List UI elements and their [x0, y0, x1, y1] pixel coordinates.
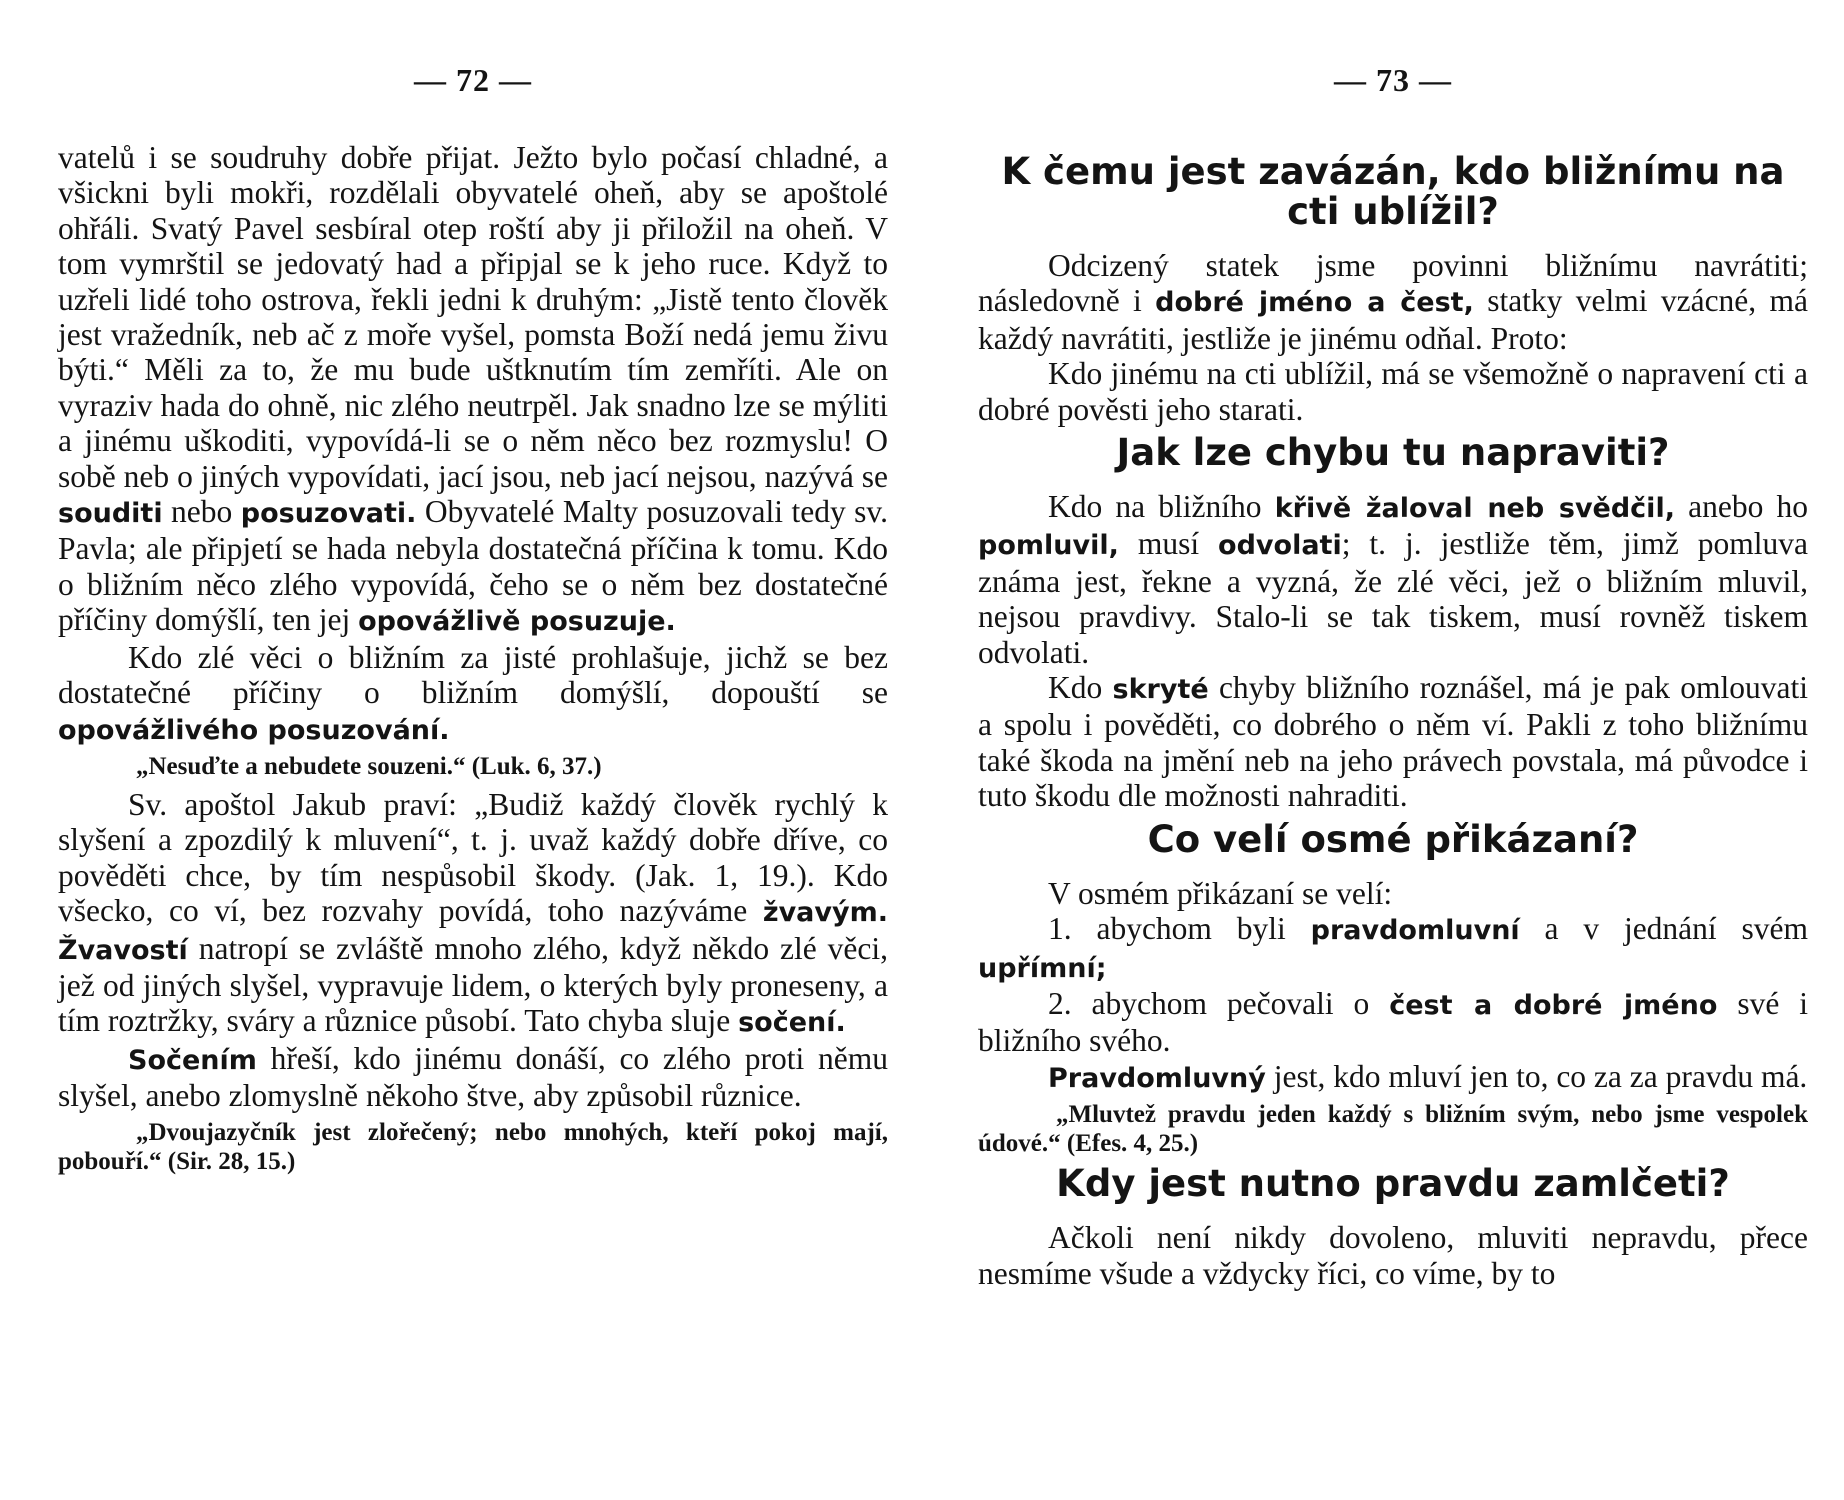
text-run: Ačkoli není nikdy dovoleno, mluviti nepravdu, přece nesmíme všude a vždycky říci, co víme, by to [978, 1220, 1808, 1291]
left-page-text [58, 140, 888, 1182]
emphasized-term: odvolati [1218, 530, 1342, 562]
text-run: ; t. j. jestliže těm, jimž pomluva známa jest, řekne a vyzná, že zlé věci, jež o bližním mluvil, nejsou pravdivy. Stalo-li se tak tiskem, musí rovněž tiskem odvolati. [978, 526, 1809, 670]
section-heading: Co velí osmé přikázaní? [1147, 817, 1639, 861]
emphasized-term: sočení. [738, 1007, 846, 1039]
text-run: Kdo zlé věci o bližním za jisté prohlašuje, jichž se bez dostatečné příčiny o bližním domýšlí, dopouští se [58, 639, 888, 711]
emphasized-term: Sočením [128, 1044, 257, 1076]
emphasized-term: pomluvil, [978, 530, 1119, 562]
text-run: Odcizený statek jsme povinni bližnímu navrátiti; následovně i [978, 248, 1808, 319]
paragraph [978, 1220, 1808, 1291]
paragraph [978, 489, 1808, 670]
emphasized-term: žvavým. [762, 897, 888, 929]
text-run: Kdo jinému na cti ublížil, má se všemožně o napravení cti a dobré pověsti jeho starati. [978, 356, 1808, 427]
emphasized-term: křivě žaloval neb svědčil, [1274, 493, 1675, 525]
emphasized-term: Pravdomluvný [1048, 1062, 1266, 1094]
emphasized-term: pravdomluvní [1310, 915, 1520, 947]
emphasized-term: dobré jméno a čest, [1155, 287, 1474, 319]
text-run: 1. abychom byli [1048, 911, 1311, 947]
emphasized-term: opovážlivě posuzuje. [358, 606, 676, 638]
paragraph [978, 876, 1808, 911]
text-run: hřeší, kdo jinému donáší, co zlého proti němu slyšel, anebo zlomyslně někoho štve, aby způsobil různice. [58, 1040, 888, 1114]
text-run: 2. abychom pečovali o [1048, 985, 1390, 1021]
emphasized-term: upřímní; [978, 952, 1107, 984]
bible-quote: „Mluvtež pravdu jeden každý s bližním svým, nebo jsme vespolek údové.“ (Efes. 4, 25.) [978, 1101, 1808, 1158]
text-run: Kdo [1048, 670, 1113, 706]
section-heading: Jak lze chybu tu napraviti? [1116, 431, 1670, 475]
text-run: V osmém přikázaní se velí: [1048, 875, 1393, 911]
bible-quote: „Dvoujazyčník jest zlořečený; nebo mnohých, kteří pokoj mají, pobouří.“ (Sir. 28, 15.) [58, 1118, 888, 1175]
text-run: jest, kdo mluví jen to, co za za pravdu má. [1265, 1058, 1808, 1094]
emphasized-term: opovážlivého posuzování. [58, 714, 450, 746]
paragraph [978, 670, 1808, 814]
paragraph [978, 356, 1808, 427]
paragraph [978, 1059, 1808, 1096]
text-run: musí [1118, 526, 1219, 562]
page-number: — 72 — [414, 62, 532, 98]
text-run: Obyvatelé Malty posuzovali tedy sv. Pavla; ale připjetí se hada nebyla dostatečná příčina k tomu. Kdo o bližním něco zlého vypovídá, čeho se o něm bez dostatečné příčiny domýšlí, ten jej [58, 494, 889, 638]
paragraph [58, 640, 888, 748]
text-run: statky velmi vzácné, má každý navrátiti, jestliže je jinému odňal. Proto: [978, 283, 1808, 356]
emphasized-term: souditi [58, 498, 163, 530]
paragraph [58, 140, 888, 640]
section-heading: K čemu jest zavázán, kdo bližnímu na cti ublížil? [1001, 150, 1785, 233]
right-page-text [978, 152, 1808, 1291]
text-run: nebo [162, 494, 241, 530]
paragraph [58, 787, 888, 1041]
text-run: Sv. apoštol Jakub praví: „Budiž každý člověk rychlý k slyšení a zpozdilý k mluvení“, t. j. uvaž každý dobře dříve, co pověděti chce, by tím nespůsobil škody. (Jak. 1, 19.). Kdo všecko, co ví, bez rozvahy povídá, toho nazýváme [58, 786, 888, 929]
emphasized-term: skryté [1112, 674, 1209, 706]
list-item [978, 911, 1808, 986]
paragraph [58, 1041, 888, 1114]
left-page [58, 0, 888, 1500]
text-run: chyby bližního roznášel, má je pak omlouvati a spolu i pověděti, co dobrého o něm ví. Pakli z toho bližnímu také škoda na jmění neb na jeho právech povstala, má původce i tuto škodu dle možnosti nahraditi. [978, 670, 1808, 814]
paragraph [978, 248, 1808, 356]
text-run: natropí se zvláště mnoho zlého, když někdo zlé věci, jež od jiných slyšel, vypravuje lidem, o kterých byly proneseny, a tím roztržky, sváry a různice působí. Tato chyba sluje [58, 930, 888, 1039]
bible-quote: „Nesuďte a nebudete souzeni.“ (Luk. 6, 37.) [136, 752, 602, 780]
text-run: Kdo na bližního [1048, 489, 1275, 525]
text-run: anebo ho [1674, 489, 1808, 525]
right-page [978, 0, 1808, 1500]
emphasized-term: Žvavostí [58, 934, 188, 966]
emphasized-term: posuzovati. [240, 498, 417, 530]
section-heading: Kdy jest nutno pravdu zamlčeti? [1056, 1162, 1730, 1206]
text-run: své i bližního svého. [978, 985, 1808, 1059]
emphasized-term: čest a dobré jméno [1389, 989, 1718, 1021]
page-number: — 73 — [1334, 62, 1452, 98]
text-run: a v jednání svém [1519, 911, 1808, 947]
text-run: vatelů i se soudruhy dobře přijat. Ježto bylo počasí chladné, a všickni byli mokři, rozdělali obyvatelé oheň, aby se apoštolé ohřáli. Svatý Pavel sesbíral otep roští aby ji přiložil na oheň. V tom vymrštil se jedovatý had a připjal se k jeho ruce. Když to uzřeli lidé toho ostrova, řekli jedni k druhým: „Jistě tento člověk jest vražedník, neb ač z moře vyšel, pomsta Boží nedá jemu živu býti.“ Měli za to, že mu bude uštknutím tím zemříti. Ale on vyraziv hada do ohně, nic zlého neutrpěl. Jak snadno lze se mýliti a jinému uškoditi, vypovídá-li se o něm něco bez rozmyslu! O sobě neb o jiných vypovídati, jací jsou, neb jací nejsou, nazývá se [58, 140, 888, 494]
list-item [978, 986, 1808, 1059]
